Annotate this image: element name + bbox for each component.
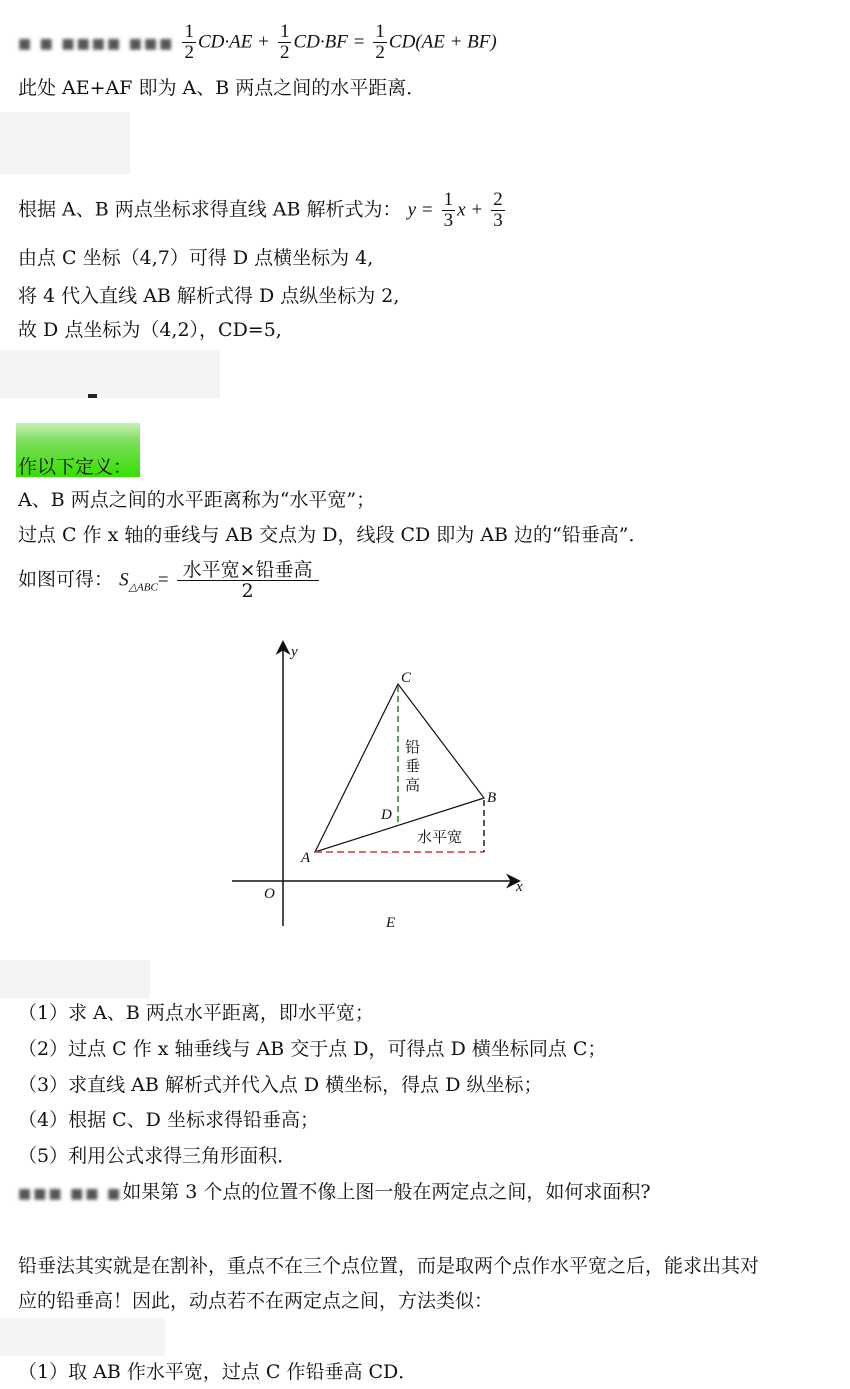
definition-label: 作以下定义：	[18, 456, 133, 478]
fraction-one-third: $\frac{1}{3}$	[443, 189, 454, 231]
scan-smudge	[0, 112, 130, 174]
label-e: E	[386, 915, 396, 931]
last-step: （1）取 AB 作水平宽，过点 C 作铅垂高 CD．	[18, 1361, 418, 1383]
question-text: 如果第 3 个点的位置不像上图一般在两定点之间，如何求面积?	[122, 1181, 651, 1203]
explanation-line: 铅垂法其实就是在割补，重点不在三个点位置，而是取两个点作水平宽之后，能求出其对	[18, 1255, 760, 1277]
scan-smudge	[0, 1318, 165, 1356]
fraction-half: $\frac{1}{2}$	[279, 21, 290, 63]
label-d: D	[381, 807, 392, 823]
step-substitute: 将 4 代入直线 AB 解析式得 D 点纵坐标为 2,	[18, 285, 400, 307]
equation-lhs: y =	[407, 199, 434, 221]
label-y: y	[291, 644, 298, 660]
formula-subscript: △ABC	[128, 581, 158, 594]
step-point-d: 故 D 点坐标为（4,2），CD=5,	[18, 319, 282, 341]
formula-term: CD(AE + BF)	[388, 31, 497, 53]
definition-vertical-height: 过点 C 作 x 轴的垂线与 AB 交点为 D，线段 CD 即为 AB 边的“铅垂高”．	[18, 524, 648, 546]
formula-s: S	[119, 569, 129, 591]
triangle-abc	[315, 684, 484, 852]
horizontal-distance-note: 此处 AE+AF 即为 A、B 两点之间的水平距离．	[18, 77, 426, 99]
line-ab-equation	[18, 190, 507, 231]
formula-fraction: $\frac{\text{水平宽×铅垂高}}{2}$	[177, 560, 319, 601]
fraction-two-thirds: $\frac{2}{3}$	[493, 189, 503, 231]
step-point-c: 由点 C 坐标（4,7）可得 D 点横坐标为 4,	[18, 247, 374, 269]
vertical-label-char: 垂	[405, 757, 421, 775]
fraction-half: $\frac{1}{2}$	[375, 21, 385, 63]
definition-horizontal-width: A、B 两点之间的水平距离称为“水平宽”；	[18, 489, 376, 511]
formula-term: CD·BF =	[293, 31, 366, 53]
step-item: （1）求 A、B 两点水平距离，即水平宽；	[18, 1002, 374, 1024]
explanation-line: 应的铅垂高！因此，动点若不在两定点之间，方法类似：	[18, 1290, 494, 1312]
triangle-area-formula	[18, 560, 321, 601]
label-origin: O	[264, 886, 275, 902]
label-a: A	[301, 850, 311, 866]
formula-prefix: 如图可得：	[18, 568, 114, 591]
label-x: x	[516, 879, 523, 895]
step-item: （5）利用公式求得三角形面积．	[18, 1145, 297, 1167]
question-line	[18, 1180, 651, 1206]
step-item: （4）根据 C、D 坐标求得铅垂高；	[18, 1109, 319, 1131]
label-b: B	[487, 790, 497, 806]
step-item: （2）过点 C 作 x 轴垂线与 AB 交于点 D，可得点 D 横坐标同点 C；	[18, 1038, 607, 1060]
equation-mid: x +	[457, 199, 484, 221]
formula-term: CD·AE +	[197, 31, 270, 53]
fraction-half: $\frac{1}{2}$	[184, 21, 194, 63]
blurred-prefix: ■■■ ■■ ■	[18, 1186, 123, 1202]
scan-smudge	[0, 960, 150, 998]
blurred-prefix: ■ ■ ■■■■ ■■■	[18, 35, 175, 52]
vertical-label-char: 铅	[405, 738, 421, 756]
step-item: （3）求直线 AB 解析式并代入点 D 横坐标，得点 D 纵坐标；	[18, 1074, 543, 1096]
equation-intro: 根据 A、B 两点坐标求得直线 AB 解析式为：	[18, 198, 402, 221]
formula-equals: =	[157, 569, 169, 591]
area-formula-line	[18, 22, 497, 63]
scan-smudge	[0, 350, 220, 398]
vertical-label-char: 高	[405, 776, 421, 794]
scan-mark	[88, 394, 97, 398]
label-c: C	[401, 670, 412, 686]
horizontal-label: 水平宽	[417, 828, 463, 846]
